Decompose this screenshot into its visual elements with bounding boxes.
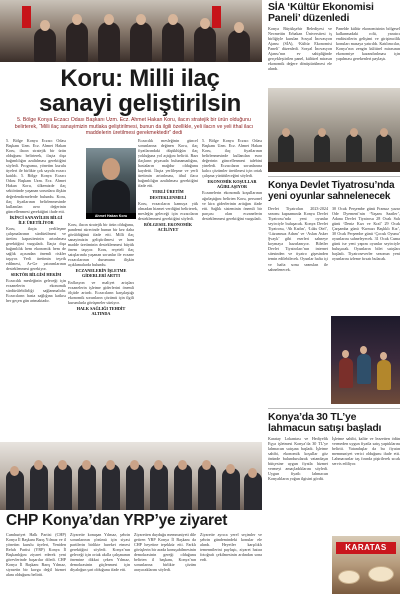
chp-column-4: Ziyarette ayrıca yerel seçimler ve şehrin gündemindeki konular ele alındı. Heyetler karşılıklı temennilerini paylaştı, ziyaret hatıra fotoğrafı çekilmesinin ardından sona erdi. xyxy=(200,532,262,563)
divider xyxy=(268,176,400,177)
restaurant-sign: KARATAS xyxy=(336,542,396,554)
subheading: SEKTÖR BİLGİSİ HEKİM xyxy=(10,272,62,278)
flag xyxy=(22,6,31,28)
food-headline: Konya’da 30 TL’ye lahmacun satışı başladı xyxy=(268,411,382,434)
theatre-photo xyxy=(331,316,400,404)
subheading: EKONOMİK KOŞULLAR AĞIRLAŞIYOR xyxy=(207,179,257,190)
sia-column-2: Panelde kültür ekonomisinin bölgesel kalkınmadaki rolü, yaratıcı endüstrilerin gelişimi ve girişimcilik konuları masaya yatırıldı. Katılımcılar, Konya’nın zengin kültürel mirasının ekonomiye kazandırılması için yapılması gerekenleri paylaştı. xyxy=(336,26,400,62)
flag xyxy=(212,6,221,28)
chp-column-2: Ziyarette konuşan Yılmaz, şehrin sorunlarının çözümü için siyasi partilerin birlikte hareket etmesi gerektiğini söyledi. Konya’nın geleceği için ortak akılla çalışmanın önemine dikkat çeken Yılmaz, demokrasinin güçlenmesi için diyaloğun şart olduğunu ifade etti. xyxy=(70,532,130,573)
main-column-2: Koru, ilacın stratejik bir ürün olduğunu, pandemi sürecinde bunun bir kez daha görüldüğünü ifade etti. Milli ilaç sanayimizin geliştirilmesi ve ham madde üretiminin desteklenmesi büyük önem taşıyor. Koru, reçeteli ilaç satışlarında yaşanan sorunlar ile eczane eczacılarının durumuna ilişkin açıklamalarda bulundu. ECZANELERİN İŞLETME GİDERLERİ ARTTI Enflasyon ve maliyet artışları eczanelerin işletme giderlerini önemli ölçüde artırdı. Eczacıların karşılaştığı ekonomik sorunların çözümü için ilgili kurumlarla görüşmeler sürüyor. HALK SAĞLIĞI TEHDİT ALTINDA xyxy=(68,222,134,316)
portrait-photo xyxy=(86,148,136,216)
subheading: YERLİ ÜRETİM DESTEKLENMELİ xyxy=(149,189,187,200)
main-column-4: 5. Bölge Konya Eczacı Odası Başkanı Uzm. Ecz. Ahmet Hakan Koru, ilaç fiyatlarının belirlenmesinde kullanılan euro değerinin güncellenmesi talebini yineledi. Eczacıların sorunlarına kalıcı çözümler üretilmesi için ortak çalışma yürütüleceğini söyledi. EKONOMİK KOŞULLAR AĞIRLAŞIYOR Eczanelerin ekonomik koşullarının ağırlaştığını belirten Koru, personel ve kira giderlerinin arttığını ifade etti. Sağlık sisteminin önemli bir parçası olan eczanelerin desteklenmesi gerektiğini vurguladı. xyxy=(202,138,262,221)
food-column-1: Karatay Lokantası ve Hediyelik Eşya işletmesi Konya’da 30 TL’ye lahmacun satışına başladı. İşletme sahibi, ekonomik koşullar göz önünde bulundurularak vatandaşın bütçesine uygun fiyatla hizmet vermeyi amaçladıklarını söyledi. Uygun fiyatlı lahmacun Konyalıların yoğun ilgisini gördü. xyxy=(268,436,328,482)
chp-headline: CHP Konya’dan YRP’ye ziyaret xyxy=(6,512,228,529)
subheading: İKİNCİ SANAYİLER BİLGİ İLE ÜRETİLİYOR xyxy=(9,214,63,225)
theatre-column-2: 30 Ocak Perşembe günü Fransız yazar Ode Dyemeni’nin ‘Yaşam Saatler’, Adana Devlet Tiyatrosu 28 Ocak Salı günü ‘Deniz Kızı ve Kral’ 29 Ocak Çarşamba günü ‘Kırmızı Başlıklı Kız’, 30 Ocak Perşembe günü ‘Çocuk Oyunu’ oyunlarını sahneleyecek. 31 Ocak Cuma günü ise yeni yapım oyunlar seyirciyle buluşacak. Oyunların bilet satışları başladı. Tiyatroseverler sezonun yeni oyunlarını izleme fırsatı bulacak. xyxy=(332,206,400,262)
main-column-3: Eczacılık mesleğinin güncel sorunlarına değinen Koru, ilaç fiyatlarındaki düşüklüğün ilaç yokluğuna yol açtığını belirtti. Bazı ilaçların piyasada bulunamadığını, hastaların mağdur olduğunu kaydetti. İlaçta yerlileşme ve yerli üretimin artırılması, ithal ilaca bağımlılığın azaltılması gerektiğini ifade etti. YERLİ ÜRETİM DESTEKLENMELİ Koru, eczacıların kamuya yük olmadan hizmet verdiğini belirterek, mesleğin geleceği için eczacıların desteklenmesi gerektiğini söyledi. BÖLGESEL EKONOMİK ACİLİYET xyxy=(138,138,198,232)
subheading: ECZANELERİN İŞLETME GİDERLERİ ARTTI xyxy=(75,268,127,279)
lead-photo xyxy=(0,0,262,62)
sia-headline: SİA ‘Kültür Ekonomisi Paneli’ düzenledi xyxy=(268,1,374,24)
chp-group-photo xyxy=(0,442,262,510)
theatre-column-1: Devlet Tiyatroları 2023-2024 sezonu kapsamında Konya Devlet Tiyatrosu’nda yeni oyunlar seyirciyle buluşacak. Konya Devlet Tiyatrosu, ‘Ah Kadın’, ‘Lüks Otel’, ‘Lüzumsuz Adam’ ve ‘Aslan Asker Şvayk’ gibi eserleri sahneye koymaya hazırlanıyor. Biletler Devlet Tiyatroları’nın internet sitesinden ve tiyatro gişesinden temin edilebilecek. Oyunlar hafta içi ve hafta sonu seansları ile sahnelenecek. xyxy=(268,206,328,272)
chp-column-1: Cumhuriyet Halk Partisi (CHP) Konya İl Başkanı Barış Yılmaz ve il yönetim kurulu üyeleri, Yeniden Refah Partisi (YRP) Konya İl Başkanlığını ziyaret ederek yeni görevlerinde başarılar diledi. CHP Konya İl Başkanı Barış Yılmaz, siyasetin bir kavga değil hizmet alanı olduğunu belirtti. xyxy=(6,532,66,578)
sia-panel-photo xyxy=(268,88,400,172)
theatre-headline: Konya Devlet Tiyatrosu’nda yeni oyunlar sahnelenecek xyxy=(268,180,395,202)
sia-column-1: Konya Büyükşehir Belediyesi ve Necmettin Erbakan Üniversitesi iş birliğiyle kurulan Sosyal İnovasyon Ajansı (SİA), ‘Kültür Ekonomisi Paneli’ düzenledi. Sosyal İnovasyon Ajansı’nın ev sahipliğinde gerçekleştirilen panel, kültürel mirasın ekonomik değere dönüştürülmesi ele alındı. xyxy=(268,26,332,72)
main-column-1: 5. Bölge Konya Eczacı Odası Başkanı Uzm. Ecz. Ahmet Hakan Koru, ilacın stratejik bir ürün olduğunu belirterek, ilaçta dışa bağımlılığın azaltılması gerektiğini söyledi. Programa, yönetim kurulu üyeleri ile birlikte çok sayıda eczacı katıldı. 5. Bölge Konya Eczacı Odası Başkanı Uzm. Ecz. Ahmet Hakan Koru, ülkemizde ilaç sektöründe yaşanan sorunlara ilişkin değerlendirmelerde bulundu. Koru, ilaç fiyatlarının belirlenmesinde kullanılan avro değerinin güncellenmesi gerektiğini ifade etti. İKİNCİ SANAYİLER BİLGİ İLE ÜRETİLİYOR Koru, ilaçta yerlileşme çalışmalarının sürdürülmesi ve üretim kapasitesinin artırılması gerektiğini vurguladı. İlaçta dışa bağımlılık hem ekonomik hem de sağlık açısından önemli riskler taşıyor. Yerli üretimin teşvik edilmesi, Ar-Ge yatırımlarının desteklenmesi gerekiyor. SEKTÖR BİLGİSİ HEKİM Eczacılık mesleğinin geleceği için eczanelerin ekonomik sürdürülebilirliği sağlanmalıdır. Eczacıların hasta sağlığına katkısı her geçen gün artmaktadır. xyxy=(6,138,66,304)
chp-column-3: Ziyaretten duyduğu memnuniyeti dile getiren YRP Konya İl Başkanı da CHP heyetine teşekkür etti. Farklı görüşlerin bir arada konuşabilmesinin demokrasinin gereği olduğunu belirten il başkanı, Konya’nın sorunlarına birlikte çözüm arayacaklarını söyledi. xyxy=(134,532,196,573)
subheading: BÖLGESEL EKONOMİK ACİLİYET xyxy=(143,221,193,232)
subheading: HALK SAĞLIĞI TEHDİT ALTINDA xyxy=(76,305,126,316)
food-column-2: İşletme sahibi, kalite ve lezzetten ödün vermeden uygun fiyatla satış yaptıklarını belirtti. Vatandaşlar da bu fiyatın memnuniyet verici olduğunu ifade etti. Lahmacunlar taş fırında pişirilerek sıcak servis ediliyor. xyxy=(332,436,400,467)
portrait-caption: Ahmet Hakan Koru xyxy=(86,213,136,219)
main-headline: Koru: Milli ilaç sanayi geliştirilsin xyxy=(38,65,242,117)
divider xyxy=(268,408,400,409)
main-deck: 5. Bölge Konya Eczacı Odası Başkanı Uzm. Ecz. Ahmet Hakan Koru, ilacın stratejik bir ürün olduğunu belirterek, “Milli ilaç sanayimizin mutlaka geliştirilmesi, bunun da ilgili özellikle, yeli ilacın ve yeli ithal ilacı maddelerin üretilmesi gerekmektedir” dedi xyxy=(14,117,254,136)
restaurant-photo xyxy=(332,536,400,594)
